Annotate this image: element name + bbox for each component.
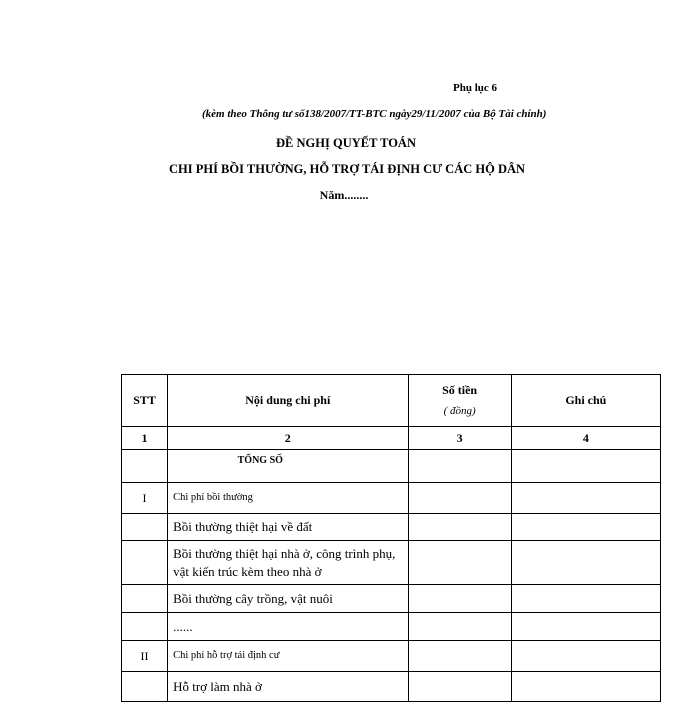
table-cell: [408, 613, 511, 641]
row-content: Hỗ trợ làm nhà ở: [168, 672, 408, 702]
header-stt: STT: [122, 375, 168, 427]
header-content: Nội dung chi phí: [168, 375, 408, 427]
table-cell: [511, 641, 660, 672]
table-row: [122, 585, 661, 613]
table-cell: [511, 483, 660, 514]
document-title: [0, 136, 700, 151]
year-line-text: Năm........: [319, 188, 369, 202]
row-stt: I: [122, 483, 168, 514]
year-line: [0, 188, 700, 203]
table-cell: [511, 585, 660, 613]
total-label: TỔNG SỐ: [168, 450, 408, 483]
row-content: Bồi thường thiệt hại nhà ở, công trình phụ, vật kiến trúc kèm theo nhà ở: [168, 541, 408, 585]
reference-note: (kèm theo Thông tư số138/2007/TT-BTC ngày29/11/2007 của Bộ Tài chính): [202, 108, 547, 120]
row-content: Bồi thường thiệt hại về đất: [168, 514, 408, 541]
row-stt: [122, 541, 168, 585]
header-amount-unit: ( đồng): [443, 405, 476, 418]
table-cell: [408, 483, 511, 514]
row-stt: [122, 613, 168, 641]
column-number: 2: [168, 427, 408, 450]
row-content: Bồi thường cây trồng, vật nuôi: [168, 585, 408, 613]
table-cell: [511, 450, 660, 483]
table-cell: [408, 585, 511, 613]
document-subtitle-text: CHI PHÍ BỒI THƯỜNG, HỖ TRỢ TÁI ĐỊNH CƯ CÁC HỘ DÂN: [168, 162, 526, 176]
row-stt: [122, 672, 168, 702]
row-content: ......: [168, 613, 408, 641]
column-number: 4: [511, 427, 660, 450]
document-title-text: ĐỀ NGHỊ QUYẾT TOÁN: [276, 136, 416, 150]
table-header-row: [122, 375, 661, 427]
table-cell: [511, 672, 660, 702]
settlement-table: [121, 374, 661, 702]
table-cell: [408, 514, 511, 541]
total-row: [122, 450, 661, 483]
header-amount-label: Số tiền: [442, 382, 478, 397]
table-row: [122, 514, 661, 541]
document-subtitle: [0, 162, 700, 177]
table-cell: [511, 541, 660, 585]
row-content: Chi phí bồi thường: [168, 483, 408, 514]
table-cell: [408, 541, 511, 585]
row-content: Chi phí hỗ trợ tái định cư: [168, 641, 408, 672]
table-cell: [122, 450, 168, 483]
table-row: [122, 483, 661, 514]
column-number: 3: [408, 427, 511, 450]
table-row: [122, 672, 661, 702]
column-number-row: [122, 427, 661, 450]
table-cell: [408, 641, 511, 672]
table-cell: [408, 672, 511, 702]
table-cell: [511, 514, 660, 541]
table-row: [122, 613, 661, 641]
table-row: [122, 641, 661, 672]
row-stt: [122, 514, 168, 541]
table-row: [122, 541, 661, 585]
row-stt: [122, 585, 168, 613]
header-amount: [408, 375, 511, 427]
row-stt: II: [122, 641, 168, 672]
header-note: Ghi chú: [511, 375, 660, 427]
table-cell: [408, 450, 511, 483]
column-number: 1: [122, 427, 168, 450]
appendix-label: Phụ lục 6: [453, 82, 498, 94]
table-cell: [511, 613, 660, 641]
